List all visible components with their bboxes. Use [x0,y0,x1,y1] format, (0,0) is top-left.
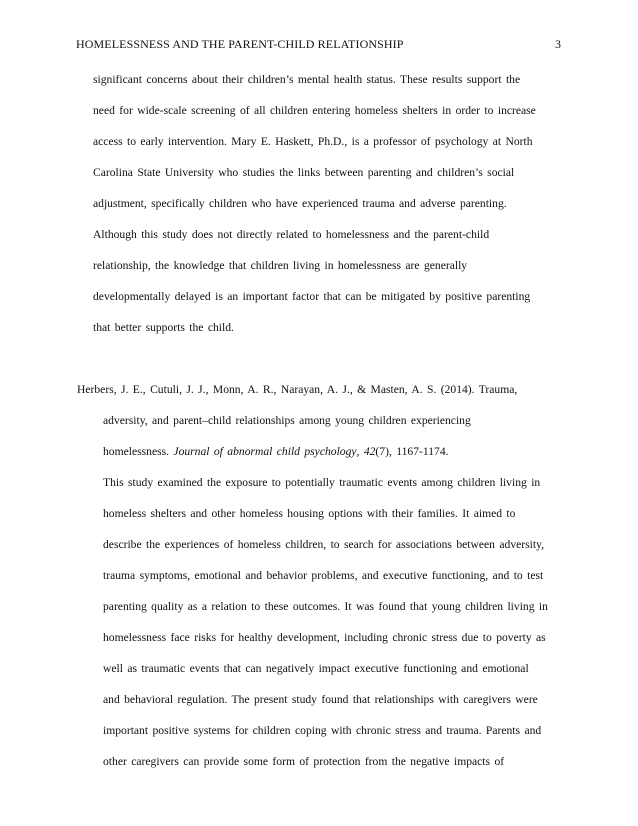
body-line: relationship, the knowledge that children living in homelessness are generally [93,259,468,272]
page-number: 3 [555,37,561,51]
body-line: other caregivers can provide some form of protection from the negative impacts of [103,755,505,768]
body-line: and behavioral regulation. The present study found that relationships with caregivers were [103,693,538,706]
body-line: Carolina State University who studies the links between parenting and children’s social [93,166,515,179]
body-line: describe the experiences of homeless children, to search for associations between adversity, [103,538,545,551]
reference-line: Herbers, J. E., Cutuli, J. J., Monn, A. R., Narayan, A. J., & Masten, A. S. (2014). Trauma, [77,383,518,396]
body-line: access to early intervention. Mary E. Haskett, Ph.D., is a professor of psychology at North [93,135,533,148]
reference-line: adversity, and parent–child relationships among young children experiencing [103,414,471,427]
journal-volume: 42 [363,445,376,458]
body-line: homeless shelters and other homeless housing options with their families. It aimed to [103,507,516,520]
body-line: trauma symptoms, emotional and behavior problems, and executive functioning, and to test [103,569,544,582]
body-line: that better supports the child. [93,321,234,334]
body-line: important positive systems for children coping with chronic stress and trauma. Parents and [103,724,542,737]
reference-text: homelessness. [103,445,174,458]
body-line: adjustment, specifically children who have experienced trauma and adverse parenting. [93,197,507,210]
running-head: HOMELESSNESS AND THE PARENT-CHILD RELATIONSHIP [76,37,404,51]
body-line: This study examined the exposure to potentially traumatic events among children living in [103,476,541,489]
body-line: significant concerns about their children’s mental health status. These results support the [93,73,521,86]
reference-text: , [356,445,364,458]
body-line: well as traumatic events that can negatively impact executive functioning and emotional [103,662,529,675]
reference-line [103,445,449,459]
body-line: developmentally delayed is an important factor that can be mitigated by positive parenting [93,290,531,303]
body-line: parenting quality as a relation to these outcomes. It was found that young children living in [103,600,548,613]
reference-text: (7), 1167-1174. [375,445,449,458]
body-line: homelessness face risks for healthy development, including chronic stress due to poverty as [103,631,546,644]
body-line: need for wide-scale screening of all children entering homeless shelters in order to increase [93,104,536,117]
body-line: Although this study does not directly related to homelessness and the parent-child [93,228,490,241]
journal-title: Journal of abnormal child psychology [173,445,357,458]
